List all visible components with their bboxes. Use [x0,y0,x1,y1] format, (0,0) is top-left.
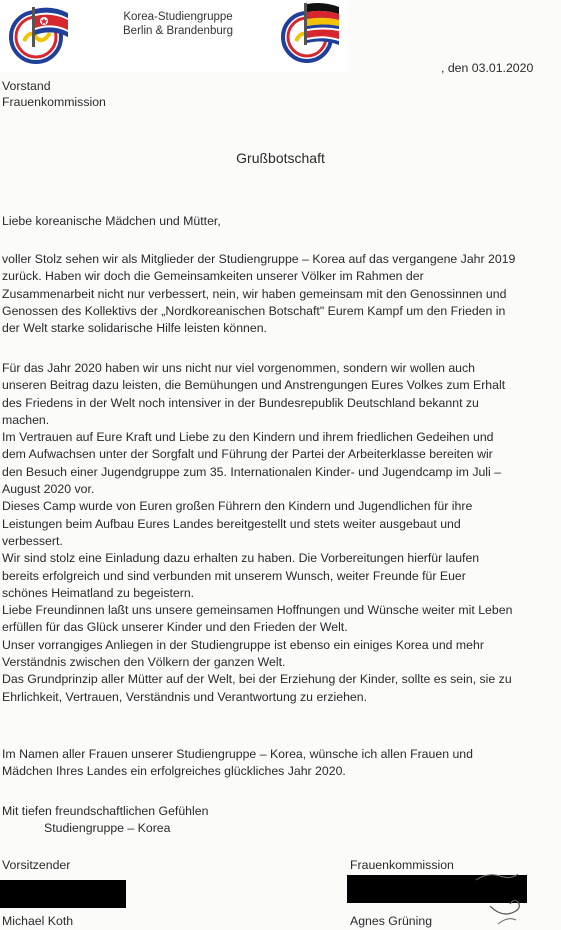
sender-line-2: Frauenkommission [2,95,106,109]
body-paragraph-1 [2,251,558,337]
greeting-text: Liebe koreanische Mädchen und Mütter, [2,214,221,228]
paragraph-2-text: Für das Jahr 2020 haben wir uns nicht nur viel vorgenommen, sondern wir wollen auch unseren Beitrag dazu leisten, die Bemühungen und Anstrengungen Eures Volkes zum Erhalt des Friedens in der Welt noch intensiver in der Bundesrepublik Deutschland bekannt zu machen. Im Vertrauen auf Eure Kraft und Liebe zu den Kindern und ihrem friedlichen Gedeihen und dem Aufwachsen unter der Sorgfalt und Führung der Partei der Arbeiterklasse bereiten wir den Besuch einer Jugendgruppe zum 35. Internationalen Kinder- und Jugendcamp im Juli – August 2020 vor. Dieses Camp wurde von Euren großen Führern den Kindern und Jugendlichen für ihre Leistungen beim Aufbau Eures Landes bereitgestellt und stets weiter ausgebaut und verbessert. Wir sind stolz eine Einladung dazu erhalten zu haben. Die Vorbereitungen hierfür laufen bereits erfolgreich und sind verbunden mit unserem Wunsch, weiter Freunde für Euer schönes Heimatland zu begeistern. Liebe Freundinnen laßt uns unsere gemeinsamen Hoffnungen und Wünsche weiter mit Leben erfüllen für das Glück unserer Kinder und den Frieden der Welt. Unser vorrangiges Anliegen in der Studiengruppe ist ebenso ein einiges Korea und mehr Verständnis zwischen den Völkern der ganzen Welt. Das Grundprinzip aller Mütter auf der Welt, bei der Erziehung der Kinder, sollte es sein, sie zu Ehrlichkeit, Vertrauen, Verständnis und Verantwortung zu erziehen. [2,361,513,704]
signature-role-right: Frauenkommission [350,858,454,872]
greeting [2,213,558,230]
flag-emblem-icon [6,3,70,65]
org-name-line2: Berlin & Brandenburg [123,25,233,37]
closing-paragraph [2,746,558,781]
body-paragraph-2 [2,360,558,706]
redacted-signature-left [0,880,126,908]
organization-name [88,10,268,38]
letter-date: , den 03.01.2020 [441,61,534,75]
flag-emblem-icon [277,1,341,63]
signatory-name-right: Agnes Grüning [350,914,433,928]
letterhead [0,0,348,72]
signoff-line-1: Mit tiefen freundschaftlichen Gefühlen [2,804,209,818]
handwritten-signature-icon [470,862,540,930]
letter-title: Grußbotschaft [236,150,325,166]
signature-role-left: Vorsitzender [2,858,71,872]
paragraph-1-text: voller Stolz sehen wir als Mitglieder der Studiengruppe – Korea auf das vergangene Jahr 2019 zurück. Haben wir doch die Gemeinsamkeiten unserer Völker im Rahmen der Zusammenarbeit nicht nur verbessert, nein, wir haben gemeinsam mit den Genossinnen und Genossen des Kollektivs der „Nordkoreanischen Botschaft" Eurem Kampf um den Frieden in der Welt starke solidarische Hilfe leisten können. [2,252,516,336]
sender-line-1: Vorstand [2,79,51,93]
org-name-line1: Korea-Studiengruppe [123,11,233,23]
signatory-name-left: Michael Koth [2,914,74,928]
signoff-line-2: Studiengruppe – Korea [44,821,171,835]
closing-text: Im Namen aller Frauen unserer Studiengruppe – Korea, wünsche ich allen Frauen und Mädchen Ihres Landes ein erfolgreiches glückliches Jahr 2020. [2,747,473,779]
